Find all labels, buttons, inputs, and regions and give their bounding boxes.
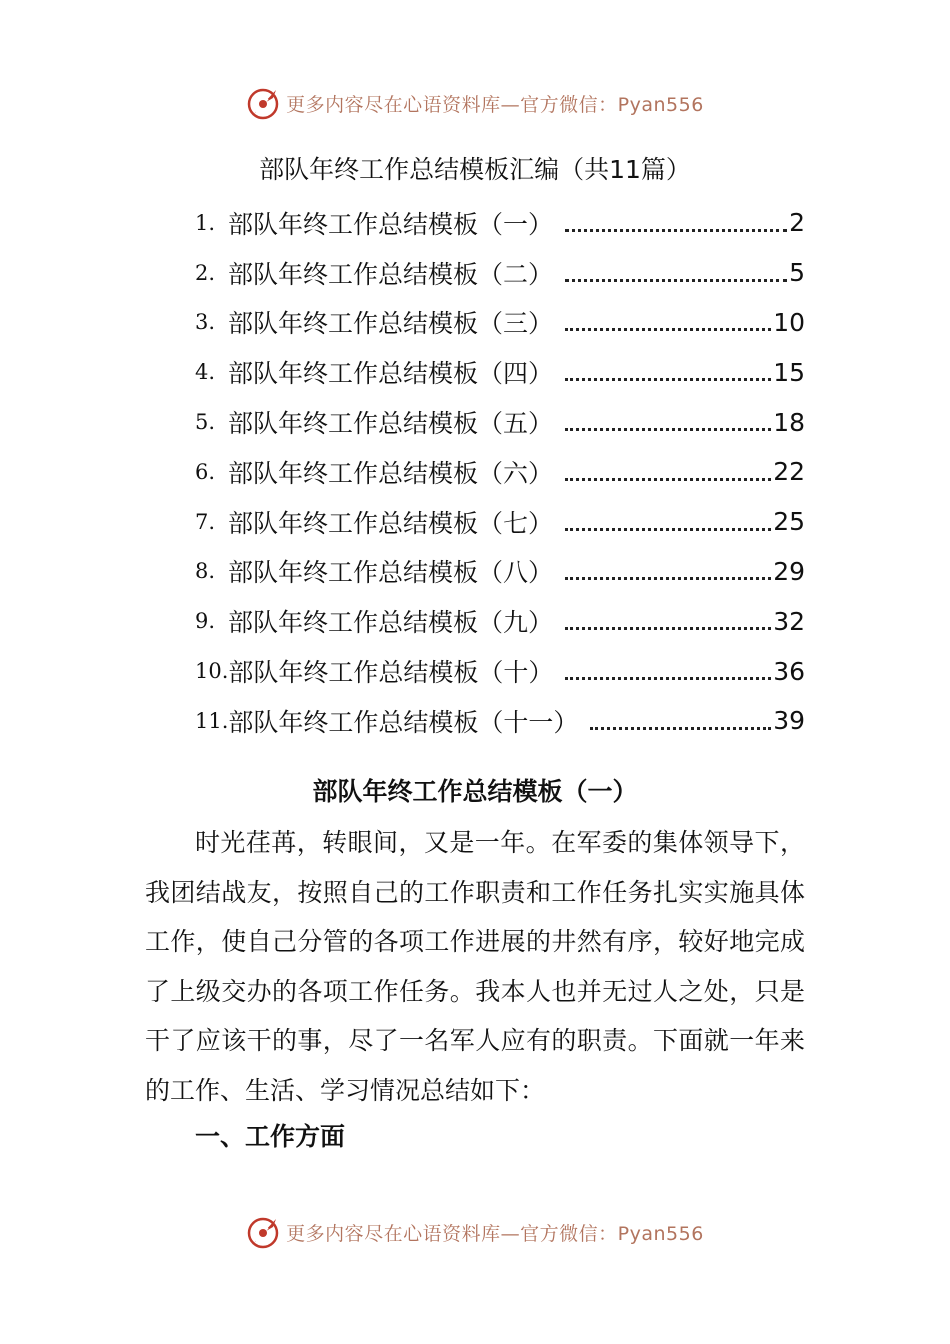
toc-leader-dots — [565, 477, 771, 481]
toc-number: 11. — [195, 708, 229, 733]
toc-label: 部队年终工作总结模板（五） — [228, 409, 554, 439]
quill-logo-icon — [246, 85, 282, 121]
banner-text: 更多内容尽在心语资料库—官方微信：Pyan556 — [286, 1222, 704, 1245]
toc-label: 部队年终工作总结模板（九） — [228, 608, 554, 638]
toc-number: 2. — [195, 260, 216, 285]
toc-number: 8. — [195, 559, 216, 584]
toc-number: 7. — [195, 509, 216, 534]
toc-number: 10. — [195, 659, 229, 684]
toc-number: 3. — [195, 310, 216, 335]
toc-entry[interactable] — [195, 497, 805, 547]
toc-number: 1. — [195, 210, 216, 235]
toc-page-number: 18 — [773, 407, 805, 437]
toc-label: 部队年终工作总结模板（十一） — [228, 707, 579, 737]
toc-page-number: 2 — [789, 208, 805, 238]
toc-number: 4. — [195, 360, 216, 385]
toc-leader-dots — [565, 527, 771, 531]
toc-entry[interactable] — [195, 248, 805, 298]
toc-entry[interactable] — [195, 397, 805, 447]
toc-label: 部队年终工作总结模板（八） — [228, 558, 554, 588]
toc-leader-dots — [590, 726, 771, 730]
toc-page-number: 5 — [789, 258, 805, 288]
toc-entry[interactable] — [195, 696, 805, 746]
toc-leader-dots — [565, 626, 771, 630]
table-of-contents — [195, 198, 805, 746]
header-banner — [0, 83, 950, 123]
toc-label: 部队年终工作总结模板（一） — [228, 209, 554, 239]
toc-label: 部队年终工作总结模板（三） — [228, 309, 554, 339]
toc-page-number: 22 — [773, 457, 805, 487]
sub-heading: 一、工作方面 — [195, 1122, 346, 1151]
toc-page-number: 15 — [773, 357, 805, 387]
toc-entry[interactable] — [195, 547, 805, 597]
toc-leader-dots — [565, 377, 771, 381]
toc-leader-dots — [565, 676, 771, 680]
toc-number: 6. — [195, 459, 216, 484]
toc-leader-dots — [565, 228, 787, 232]
toc-label: 部队年终工作总结模板（四） — [228, 359, 554, 389]
toc-label: 部队年终工作总结模板（二） — [228, 259, 554, 289]
toc-label: 部队年终工作总结模板（六） — [228, 458, 554, 488]
toc-entry[interactable] — [195, 347, 805, 397]
toc-leader-dots — [565, 327, 771, 331]
toc-page-number: 36 — [773, 656, 805, 686]
toc-number: 5. — [195, 410, 216, 435]
toc-page-number: 39 — [773, 706, 805, 736]
document-title: 部队年终工作总结模板汇编（共11篇） — [259, 155, 691, 184]
toc-page-number: 32 — [773, 606, 805, 636]
toc-label: 部队年终工作总结模板（十） — [228, 658, 554, 688]
toc-page-number: 25 — [773, 507, 805, 537]
wechat-id: Pyan556 — [617, 1222, 704, 1245]
footer-banner — [0, 1212, 950, 1252]
toc-label: 部队年终工作总结模板（七） — [228, 508, 554, 538]
wechat-id: Pyan556 — [617, 93, 704, 116]
toc-number: 9. — [195, 609, 216, 634]
toc-entry[interactable] — [195, 447, 805, 497]
toc-entry[interactable] — [195, 198, 805, 248]
quill-logo-icon — [246, 1214, 282, 1250]
banner-text: 更多内容尽在心语资料库—官方微信：Pyan556 — [286, 93, 704, 116]
section-title: 部队年终工作总结模板（一） — [312, 777, 638, 806]
toc-leader-dots — [565, 427, 771, 431]
toc-entry[interactable] — [195, 646, 805, 696]
body-paragraph: 时光荏苒，转眼间，又是一年。在军委的集体领导下，我团结战友，按照自己的工作职责和工作任务扎实实施具体工作，使自己分管的各项工作进展的井然有序，较好地完成了上级交办的各项工作任务。我本人也并无过人之处，只是干了应该干的事，尽了一名军人应有的职责。下面就一年来的工作、生活、学习情况总结如下： — [145, 828, 805, 1105]
toc-leader-dots — [565, 278, 787, 282]
toc-page-number: 29 — [773, 556, 805, 586]
toc-page-number: 10 — [773, 307, 805, 337]
toc-leader-dots — [565, 576, 771, 580]
toc-entry[interactable] — [195, 596, 805, 646]
toc-entry[interactable] — [195, 298, 805, 348]
